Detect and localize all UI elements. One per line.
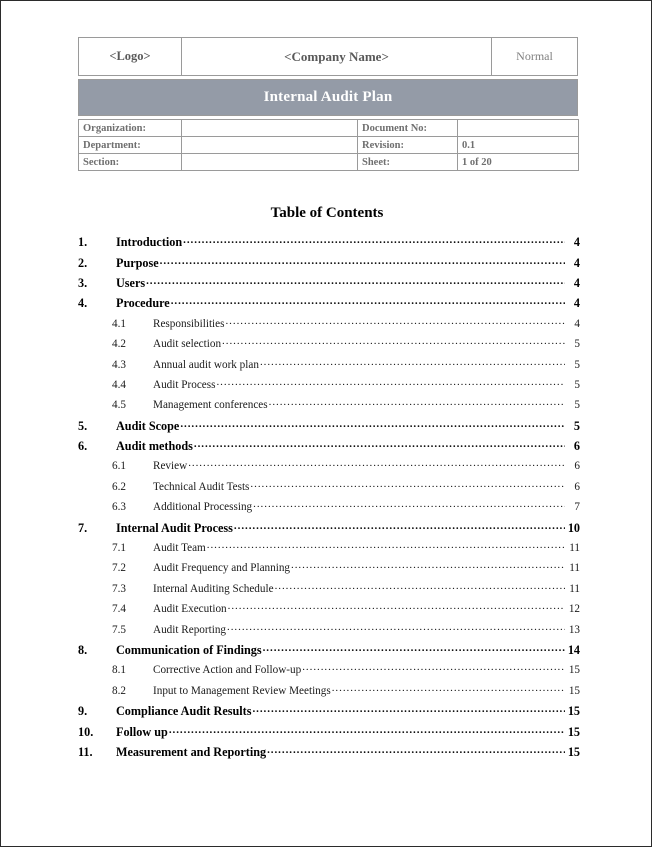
- document-no-label: Document No:: [358, 120, 458, 137]
- toc-entry[interactable]: [78, 458, 580, 478]
- toc-entry-label: Technical Audit Tests: [153, 480, 250, 493]
- table-row: [79, 120, 579, 137]
- toc-entry[interactable]: [78, 642, 580, 662]
- toc-dot-leader: [267, 744, 565, 756]
- toc-entry-number: 6.: [78, 439, 88, 454]
- toc-entry[interactable]: [78, 316, 580, 336]
- toc-entry-number: 3.: [78, 275, 88, 290]
- toc-entry[interactable]: [78, 397, 580, 417]
- toc-entry-label: Purpose: [116, 255, 159, 270]
- toc-entry-label: Audit Process: [153, 378, 216, 391]
- toc-entry-label: Follow up: [116, 724, 168, 739]
- toc-entry-label: Annual audit work plan: [153, 358, 259, 371]
- toc-entry[interactable]: [78, 601, 580, 621]
- toc-entry-number: 2.: [78, 255, 88, 270]
- toc-entry-number: 8.2: [112, 684, 126, 697]
- toc-entry-number: 6.1: [112, 460, 126, 473]
- organization-label: Organization:: [79, 120, 182, 137]
- toc-dot-leader: [227, 621, 565, 632]
- document-title: Internal Audit Plan: [263, 89, 393, 105]
- toc-entry-number: 6.2: [112, 480, 126, 493]
- logo-cell: <Logo>: [79, 38, 182, 76]
- toc-dot-leader: [171, 295, 565, 307]
- toc-entry[interactable]: [78, 703, 580, 723]
- toc-dot-leader: [207, 540, 565, 551]
- toc-entry[interactable]: [78, 683, 580, 703]
- toc-entry-number: 10.: [78, 724, 94, 739]
- toc-entry[interactable]: [78, 336, 580, 356]
- toc-entry-page-number: 5: [574, 358, 580, 371]
- toc-entry-number: 4.5: [112, 399, 126, 412]
- toc-entry-label: Review: [153, 460, 188, 473]
- document-meta-block: [78, 119, 578, 171]
- toc-entry[interactable]: [78, 519, 580, 539]
- toc-entry-page-number: 6: [574, 460, 580, 473]
- toc-entry[interactable]: [78, 499, 580, 519]
- toc-entry[interactable]: [78, 723, 580, 743]
- toc-dot-leader: [269, 397, 565, 408]
- toc-entry-page-number: 4: [573, 235, 580, 250]
- toc-dot-leader: [194, 438, 565, 450]
- document-header-block: [78, 37, 578, 171]
- toc-entry[interactable]: [78, 254, 580, 274]
- company-name-cell: <Company Name>: [182, 38, 492, 76]
- toc-entry-number: 4.1: [112, 317, 126, 330]
- toc-entry-page-number: 4: [573, 275, 580, 290]
- table-row: [79, 137, 579, 154]
- document-no-value: [458, 120, 579, 137]
- section-value: [182, 154, 358, 171]
- toc-dot-leader: [146, 275, 565, 287]
- toc-entry-number: 1.: [78, 235, 88, 250]
- toc-dot-leader: [183, 234, 565, 246]
- toc-entry-label: Internal Audit Process: [116, 520, 233, 535]
- toc-entry-label: Measurement and Reporting: [116, 744, 267, 759]
- toc-entry-page-number: 10: [567, 520, 580, 535]
- toc-entry-page-number: 7: [574, 501, 580, 514]
- toc-entry[interactable]: [78, 621, 580, 641]
- toc-dot-leader: [222, 336, 565, 347]
- table-row: [79, 154, 579, 171]
- toc-entry-number: 7.4: [112, 603, 126, 616]
- toc-entry-label: Compliance Audit Results: [116, 704, 252, 719]
- toc-entry[interactable]: [78, 540, 580, 560]
- department-label: Department:: [79, 137, 182, 154]
- toc-entry[interactable]: [78, 662, 580, 682]
- toc-entry-page-number: 15: [568, 684, 580, 697]
- document-status-cell: Normal: [492, 38, 578, 76]
- toc-entry-label: Users: [116, 275, 146, 290]
- toc-entry-page-number: 6: [573, 439, 580, 454]
- toc-entry[interactable]: [78, 275, 580, 295]
- toc-entry-number: 5.: [78, 418, 88, 433]
- toc-dot-leader: [234, 519, 565, 531]
- toc-entry-page-number: 15: [567, 744, 580, 759]
- toc-entry-label: Audit Scope: [116, 418, 180, 433]
- toc-entry-label: Audit Frequency and Planning: [153, 562, 291, 575]
- toc-dot-leader: [160, 254, 565, 266]
- toc-entry[interactable]: [78, 560, 580, 580]
- sheet-value: 1 of 20: [458, 154, 579, 171]
- department-value: [182, 137, 358, 154]
- toc-entry-page-number: 4: [573, 255, 580, 270]
- toc-entry-label: Procedure: [116, 296, 170, 311]
- toc-entry[interactable]: [78, 234, 580, 254]
- toc-dot-leader: [228, 601, 565, 612]
- toc-entry[interactable]: [78, 744, 580, 764]
- revision-value: 0.1: [458, 137, 579, 154]
- toc-entry-page-number: 5: [573, 418, 580, 433]
- toc-entry-label: Introduction: [116, 235, 183, 250]
- toc-dot-leader: [252, 703, 565, 715]
- toc-entry-label: Audit methods: [116, 439, 193, 454]
- toc-entry-number: 7.: [78, 520, 88, 535]
- toc-entry-page-number: 5: [574, 399, 580, 412]
- toc-dot-leader: [250, 479, 565, 490]
- table-row: [79, 38, 578, 76]
- table-of-contents-heading: Table of Contents: [270, 205, 384, 221]
- toc-entry-number: 6.3: [112, 501, 126, 514]
- toc-entry-label: Internal Auditing Schedule: [153, 582, 274, 595]
- toc-entry-page-number: 12: [568, 603, 580, 616]
- toc-entry-label: Responsibilities: [153, 317, 225, 330]
- toc-entry[interactable]: [78, 377, 580, 397]
- toc-dot-leader: [263, 642, 565, 654]
- section-label: Section:: [79, 154, 182, 171]
- toc-entry-label: Audit Team: [153, 542, 206, 555]
- toc-dot-leader: [188, 458, 565, 469]
- toc-entry-page-number: 4: [574, 317, 580, 330]
- toc-entry-label: Corrective Action and Follow-up: [153, 664, 302, 677]
- toc-entry-page-number: 13: [568, 623, 580, 636]
- document-title-band: [78, 79, 578, 116]
- toc-entry[interactable]: [78, 581, 580, 601]
- toc-entry-page-number: 15: [568, 664, 580, 677]
- toc-entry-number: 8.1: [112, 664, 126, 677]
- toc-entry[interactable]: [78, 438, 580, 458]
- toc-entry-number: 4.3: [112, 358, 126, 371]
- table-of-contents-list: [78, 234, 580, 764]
- toc-dot-leader: [275, 581, 565, 592]
- toc-dot-leader: [225, 316, 565, 327]
- toc-dot-leader: [332, 683, 565, 694]
- toc-entry-label: Audit Execution: [153, 603, 227, 616]
- toc-entry[interactable]: [78, 418, 580, 438]
- organization-value: [182, 120, 358, 137]
- toc-entry[interactable]: [78, 479, 580, 499]
- toc-entry-number: 9.: [78, 704, 88, 719]
- toc-dot-leader: [169, 723, 565, 735]
- toc-entry[interactable]: [78, 295, 580, 315]
- toc-entry-label: Communication of Findings: [116, 643, 262, 657]
- toc-entry-page-number: 6: [574, 480, 580, 493]
- toc-entry-label: Input to Management Review Meetings: [153, 684, 331, 697]
- toc-entry-page-number: 14: [567, 643, 580, 657]
- sheet-label: Sheet:: [358, 154, 458, 171]
- toc-entry-page-number: 5: [574, 378, 580, 391]
- toc-entry-page-number: 11: [569, 582, 580, 595]
- toc-dot-leader: [253, 499, 565, 510]
- toc-dot-leader: [216, 377, 565, 388]
- toc-dot-leader: [291, 560, 565, 571]
- toc-entry-page-number: 11: [569, 542, 580, 555]
- toc-entry-number: 8.: [78, 643, 88, 657]
- toc-entry-number: 11.: [78, 744, 93, 759]
- toc-dot-leader: [180, 418, 565, 430]
- toc-entry-number: 7.5: [112, 623, 126, 636]
- revision-label: Revision:: [358, 137, 458, 154]
- toc-entry[interactable]: [78, 356, 580, 376]
- header-meta-table: [78, 119, 579, 171]
- toc-entry-page-number: 11: [569, 562, 580, 575]
- toc-dot-leader: [260, 356, 565, 367]
- toc-entry-page-number: 4: [573, 296, 580, 311]
- toc-entry-number: 4.4: [112, 378, 126, 391]
- toc-dot-leader: [302, 662, 565, 673]
- toc-entry-label: Additional Processing: [153, 501, 253, 514]
- toc-entry-number: 4.2: [112, 338, 126, 351]
- toc-entry-label: Management conferences: [153, 399, 268, 412]
- toc-entry-label: Audit selection: [153, 338, 222, 351]
- toc-entry-number: 4.: [78, 296, 88, 311]
- toc-entry-number: 7.2: [112, 562, 126, 575]
- toc-entry-page-number: 15: [567, 704, 580, 719]
- header-identity-table: [78, 37, 578, 76]
- toc-entry-number: 7.1: [112, 542, 126, 555]
- toc-entry-number: 7.3: [112, 582, 126, 595]
- toc-entry-page-number: 5: [574, 338, 580, 351]
- toc-entry-page-number: 15: [567, 724, 580, 739]
- toc-entry-label: Audit Reporting: [153, 623, 227, 636]
